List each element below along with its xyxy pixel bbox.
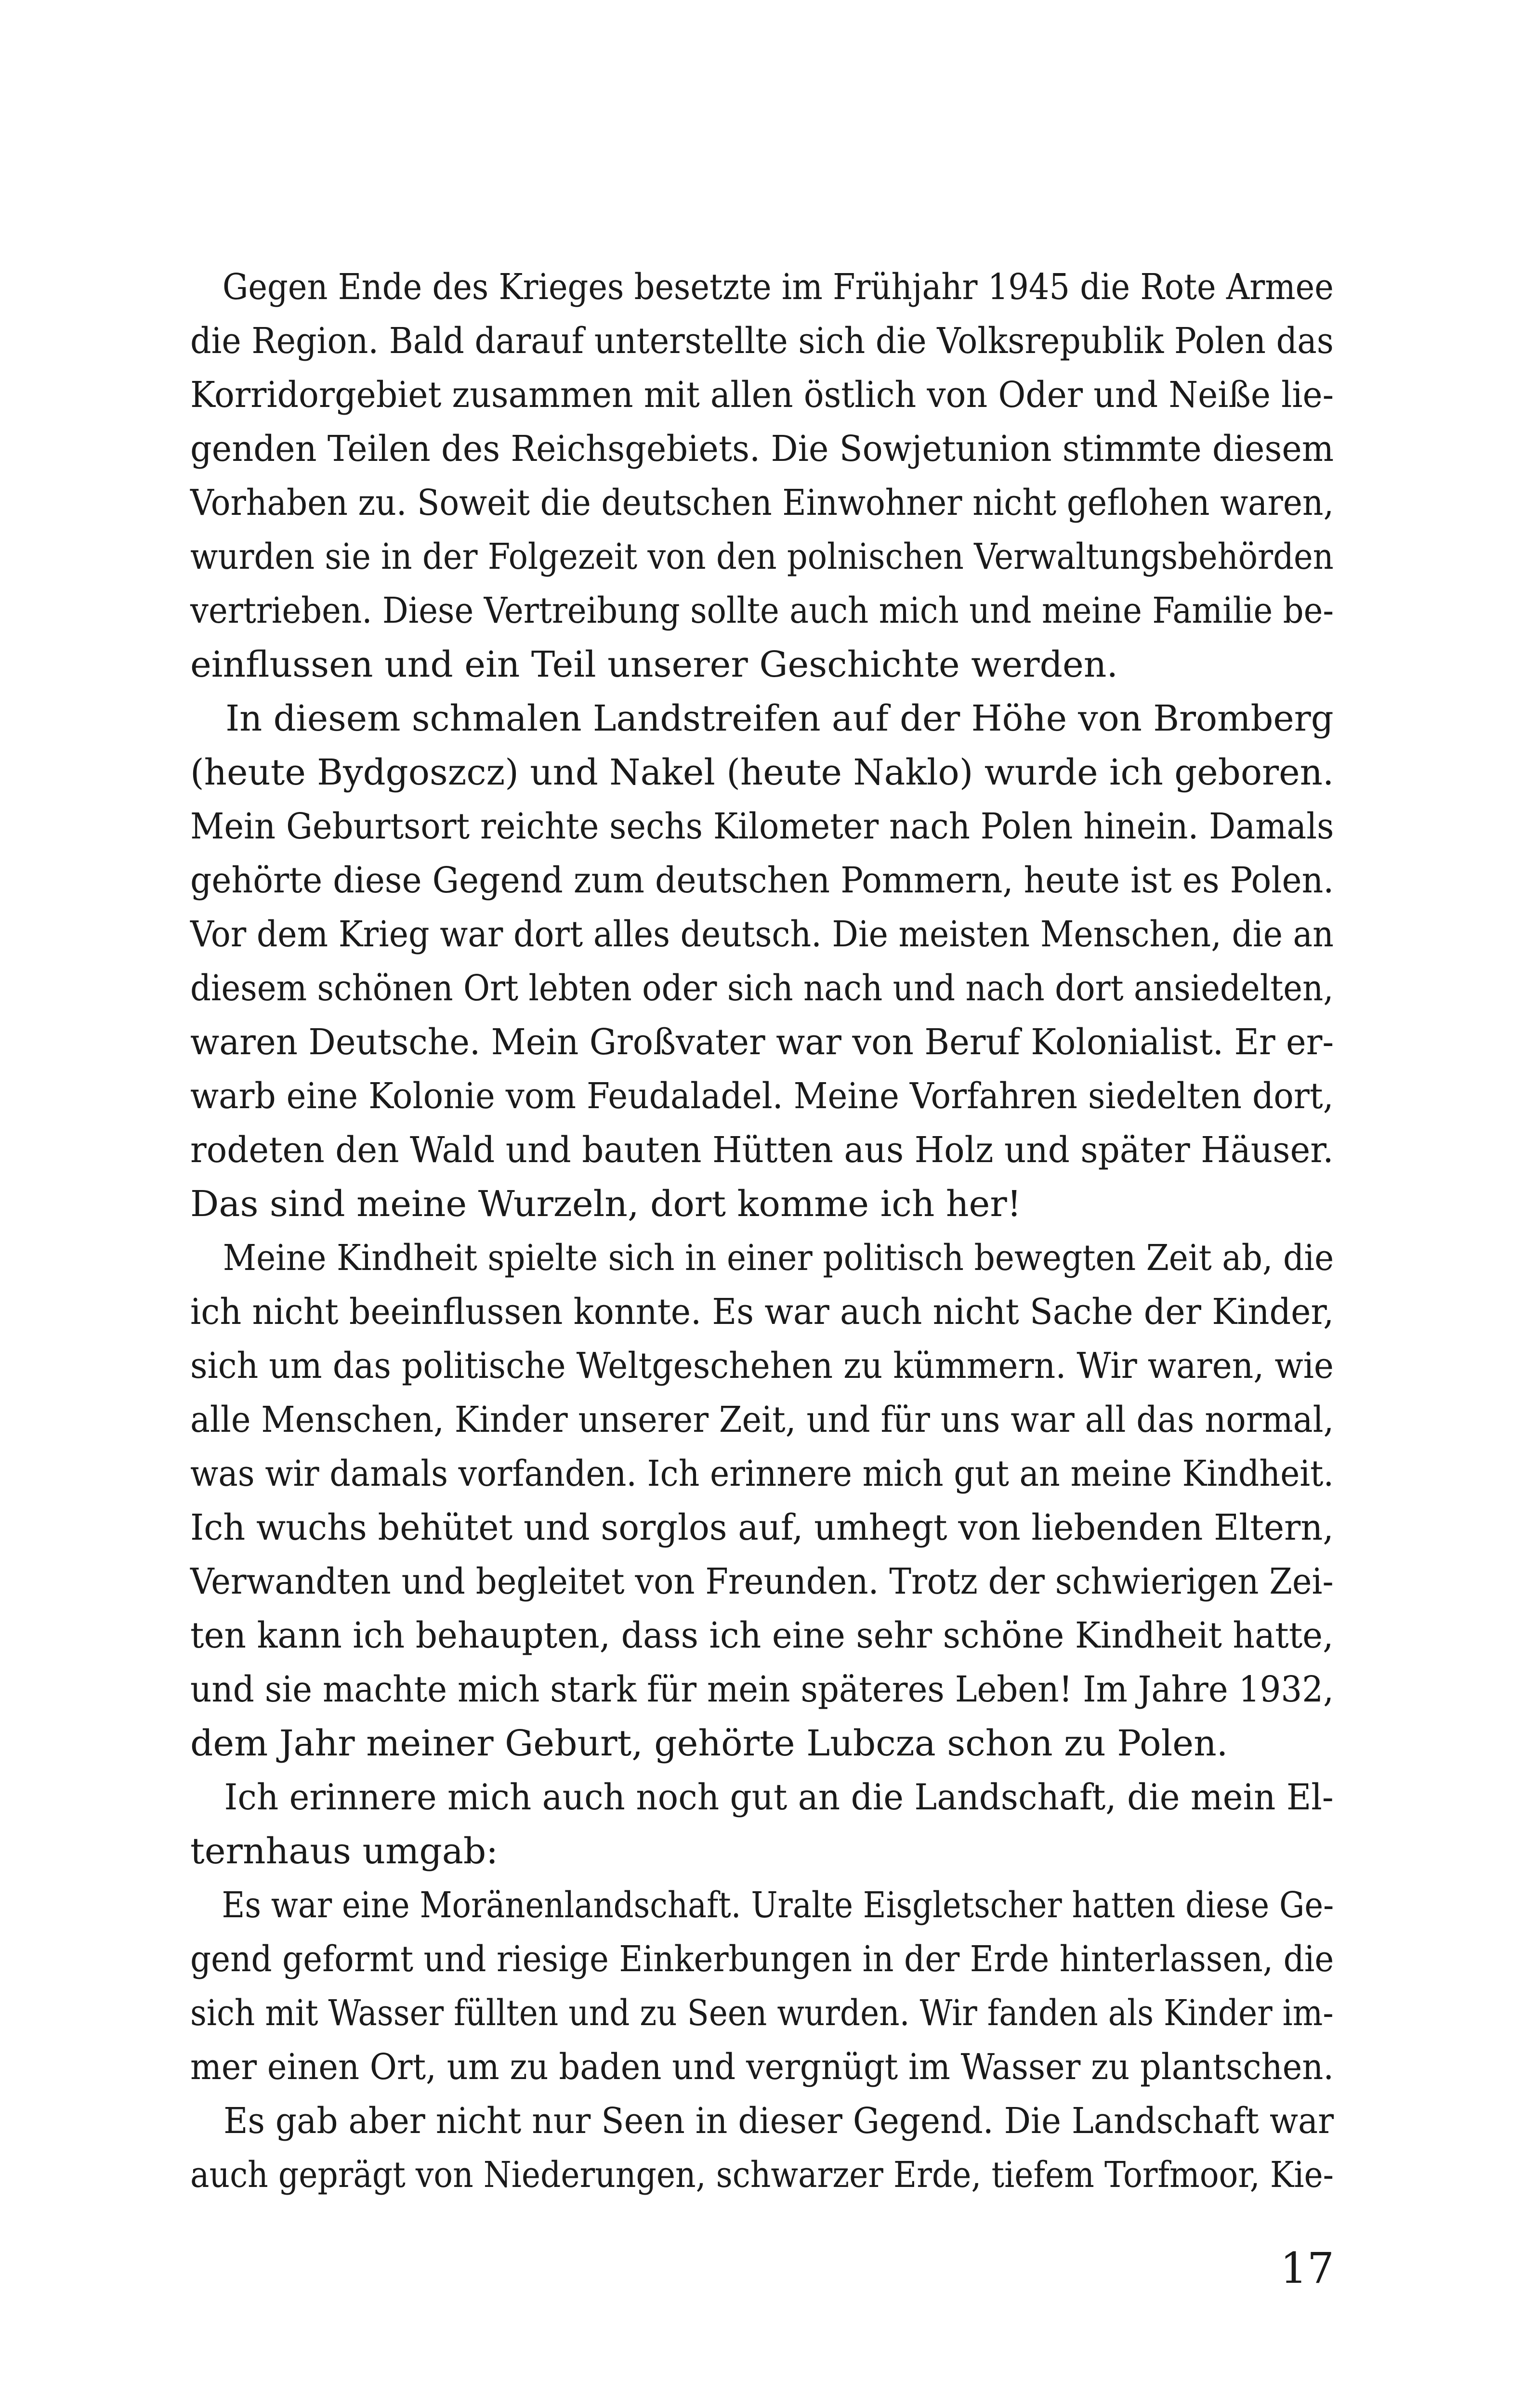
text-line: mer einen Ort, um zu baden und vergnügt im Wasser zu plantschen. [190,2046,1334,2088]
text-line: einflussen und ein Teil unserer Geschichte werden. [190,644,1118,685]
page-number: 17 [1280,2243,1334,2293]
text-line: rodeten den Wald und bauten Hütten aus Holz und später Häuser. [190,1129,1334,1171]
body-text [190,260,1334,2202]
text-line: die Region. Bald darauf unterstellte sich die Volksrepublik Polen das [190,320,1334,362]
text-line: Gegen Ende des Krieges besetzte im Frühjahr 1945 die Rote Armee [190,266,1334,308]
text-line: waren Deutsche. Mein Großvater war von Beruf Kolonialist. Er er- [190,1021,1334,1063]
text-line: In diesem schmalen Landstreifen auf der Höhe von Bromberg [190,698,1334,739]
text-line: alle Menschen, Kinder unserer Zeit, und für uns war all das normal, [190,1399,1334,1440]
text-line: Verwandten und begleitet von Freunden. Trotz der schwierigen Zei- [190,1561,1334,1602]
text-line: warb eine Kolonie vom Feudaladel. Meine Vorfahren siedelten dort, [190,1075,1334,1117]
text-line: Meine Kindheit spielte sich in einer politisch bewegten Zeit ab, die [190,1237,1334,1279]
text-line: auch geprägt von Niederungen, schwarzer Erde, tiefem Torfmoor, Kie- [190,2154,1334,2196]
paragraph [190,1878,1334,2094]
text-line: sich mit Wasser füllten und zu Seen wurden. Wir fanden als Kinder im- [190,1992,1334,2034]
text-line: Vor dem Krieg war dort alles deutsch. Die meisten Menschen, die an [190,914,1334,955]
text-line: Das sind meine Wurzeln, dort komme ich her! [190,1183,1022,1225]
text-line: dem Jahr meiner Geburt, gehörte Lubcza schon zu Polen. [190,1723,1228,1764]
text-line: was wir damals vorfanden. Ich erinnere mich gut an meine Kindheit. [190,1453,1334,1494]
text-line: ten kann ich behaupten, dass ich eine sehr schöne Kindheit hatte, [190,1615,1334,1656]
text-line: Ich wuchs behütet und sorglos auf, umhegt von liebenden Eltern, [190,1507,1334,1548]
text-line: Ich erinnere mich auch noch gut an die Landschaft, die mein El- [190,1777,1334,1818]
text-line: genden Teilen des Reichsgebiets. Die Sowjetunion stimmte diesem [190,428,1334,470]
text-line: Mein Geburtsort reichte sechs Kilometer nach Polen hinein. Damals [190,806,1334,847]
text-line: sich um das politische Weltgeschehen zu kümmern. Wir waren, wie [190,1345,1334,1387]
paragraph [190,1231,1334,1770]
paragraph [190,692,1334,1231]
text-line: gehörte diese Gegend zum deutschen Pommern, heute ist es Polen. [190,860,1334,901]
text-line: ternhaus umgab: [190,1831,499,1872]
text-line: vertrieben. Diese Vertreibung sollte auch mich und meine Familie be- [190,590,1334,631]
text-line: ich nicht beeinflussen konnte. Es war auch nicht Sache der Kinder, [190,1291,1334,1333]
text-line: diesem schönen Ort lebten oder sich nach und nach dort ansiedelten, [190,968,1334,1009]
text-line: Es gab aber nicht nur Seen in dieser Gegend. Die Landschaft war [190,2100,1334,2142]
text-line: (heute Bydgoszcz) und Nakel (heute Naklo) wurde ich geboren. [190,752,1334,793]
paragraph [190,260,1334,692]
text-line: gend geformt und riesige Einkerbungen in der Erde hinterlassen, die [190,1938,1334,1980]
text-line: und sie machte mich stark für mein späteres Leben! Im Jahre 1932, [190,1669,1334,1710]
paragraph [190,2094,1334,2202]
text-line: Vorhaben zu. Soweit die deutschen Einwohner nicht geflohen waren, [190,482,1334,523]
paragraph [190,1770,1334,1878]
text-line: Es war eine Moränenlandschaft. Uralte Eisgletscher hatten diese Ge- [190,1885,1334,1926]
text-line: wurden sie in der Folgezeit von den polnischen Verwaltungsbehörden [190,536,1334,577]
text-line: Korridorgebiet zusammen mit allen östlich von Oder und Neiße lie- [190,374,1334,416]
